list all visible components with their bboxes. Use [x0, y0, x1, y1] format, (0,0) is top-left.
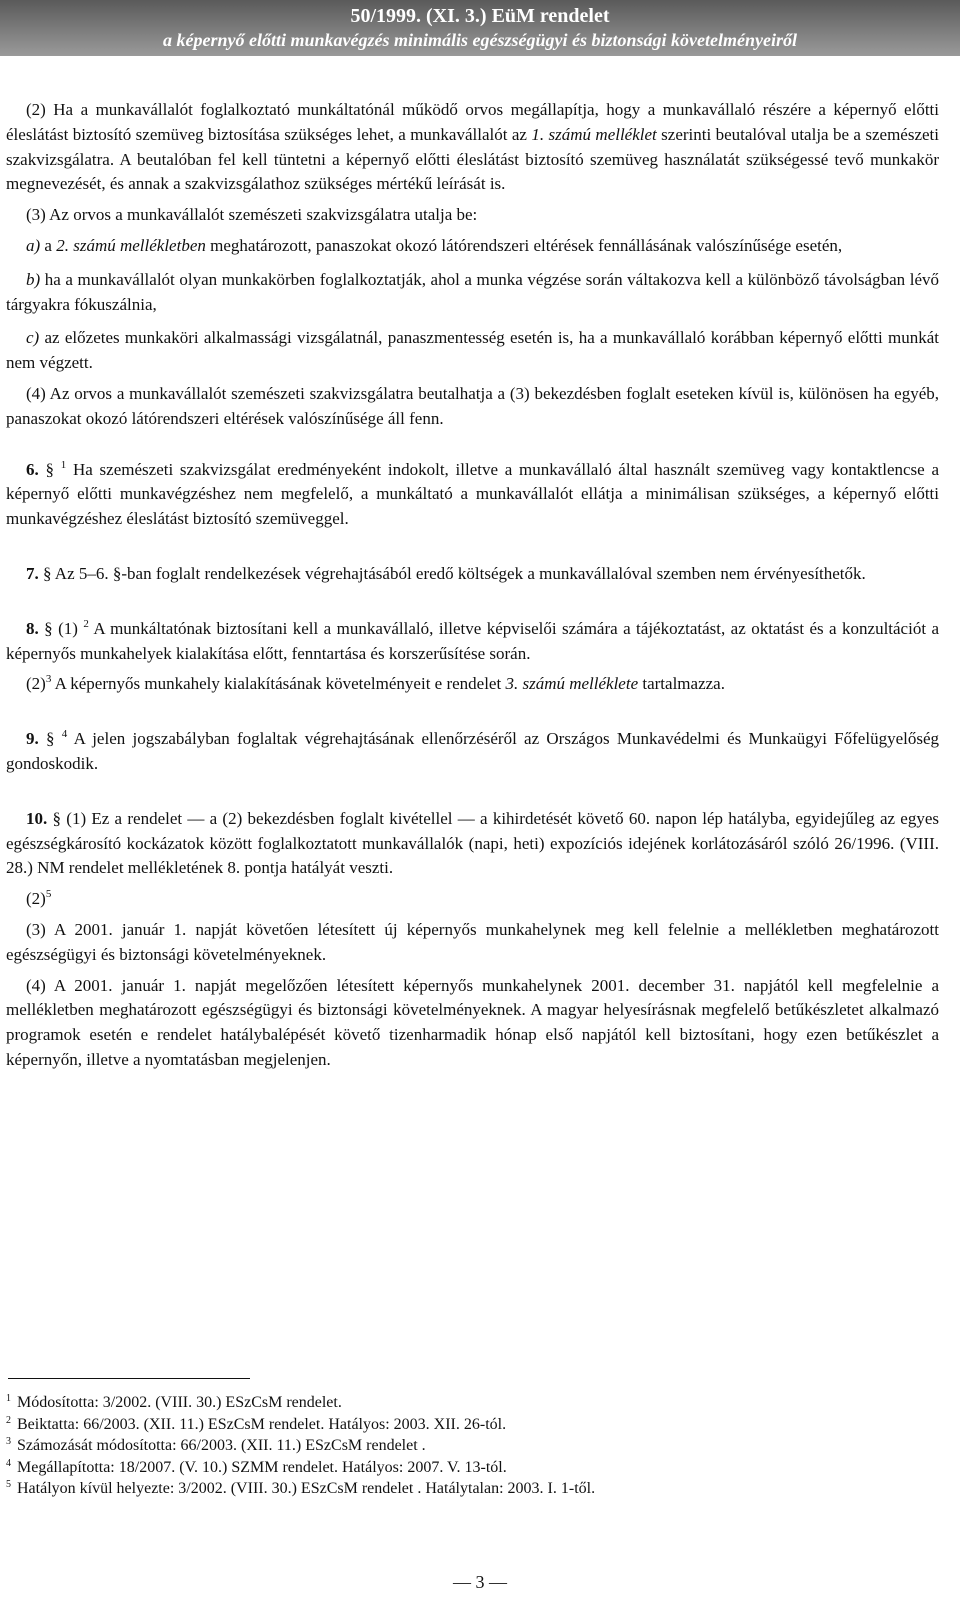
- section-mark: §: [45, 459, 54, 479]
- section-number: 6.: [26, 459, 39, 479]
- header-subtitle: a képernyő előtti munkavégzés minimális egészségügyi és biztonsági követelményeiről: [163, 30, 797, 50]
- footnote: $^2$ Beiktatta: 66/2003. (XII. 11.) ESzCsM rendelet. Hatályos: 2003. XII. 26-tól.: [6, 1414, 507, 1433]
- document-body: [6, 98, 939, 1073]
- section-mark: §: [46, 729, 55, 749]
- section-number: 7.: [26, 563, 39, 583]
- section-8-paragraph-1: 8. § (1) $^2$ A munkáltatónak biztosítani kell a munkavállaló, illetve képviselői számára a tájékoztatást, az oktatást és a konzultációt a képernyős munkahelyek kialakítása előtt, fenntartása és korszerűsítése során.: [6, 617, 940, 663]
- header-title: 50/1999. (XI. 3.) EüM rendelet: [350, 5, 610, 27]
- section-8-paragraph-2: $(2)^3$ A képernyős munkahely kialakításának követelményeit e rendelet 3. számú melléklete tartalmazza.: [26, 673, 725, 694]
- page-number: — 3 —: [453, 1572, 507, 1592]
- annex-2-reference: 2. számú mellékletben: [56, 235, 206, 255]
- section-6: 6. § $^1$ Ha szemészeti szakvizsgálat eredményeként indokolt, illetve a munkavállaló által használt szemüveg vagy kontaktlencse a képernyő előtti munkavégzéshez nem megfelelő, a munkáltató a munkavállalót ellátja a minimálisan szükséges, a képernyő előtti munkavégzéshez éleslátást biztosító szemüveggel.: [6, 458, 940, 529]
- section-10-paragraph-4: (4) A 2001. január 1. napját megelőzően létesített képernyős munkahelynek 2001. december 31. napjától kell megfelelnie a mellékletben meghatározott egészségügyi és biztonsági követelményeknek. A magyar helyesírásnak megfelelő betűkészletet alkalmazó programok esetén e rendelet hatálybalépését követő tizenharmadik hónap első napjától kell biztosítani, hogy ezen betűkészlet a képernyőn, illetve a nyomtatásban megjelenjen.: [6, 975, 939, 1069]
- section-10-paragraph-2: $(2)^5$: [26, 888, 52, 909]
- section-number: 10.: [26, 808, 48, 828]
- section-10-paragraph-1: 10. § (1) Ez a rendelet — a (2) bekezdésben foglalt kivétellel — a kihirdetését követő 60. napon lép hatályba, egyidejűleg az egyes egészségkárosító kockázatok között foglalkoztatott munkavállalók (napi, heti) expozíciós idejének korlátozásáról szóló 26/1996. (VIII. 28.) NM rendelet mellékletének 8. pontja hatályát veszti.: [6, 808, 940, 878]
- footnote-ref: 4: [61, 728, 68, 741]
- section-10-paragraph-3: (3) A 2001. január 1. napját követően létesített új képernyős munkahelynek meg kell felelnie a mellékletben meghatározott egészségügyi és biztonsági követelményeknek.: [6, 919, 939, 964]
- s5-paragraph-4: (4) Az orvos a munkavállalót szemészeti szakvizsgálatra beutalhatja a (3) bekezdésben foglalt eseteken kívül is, különösen ha egyéb, panaszokat okozó látórendszeri eltérések valószínűsége áll fenn.: [6, 383, 939, 428]
- footnote: $^4$ Megállapította: 18/2007. (V. 10.) SZMM rendelet. Hatályos: 2007. V. 13-tól.: [6, 1457, 507, 1476]
- footnote-ref: 3: [45, 673, 52, 686]
- footnote: $^1$ Módosította: 3/2002. (VIII. 30.) ESzCsM rendelet.: [6, 1393, 342, 1411]
- footnote: $^5$ Hatályon kívül helyezte: 3/2002. (VIII. 30.) ESzCsM rendelet . Hatálytalan: 2003. I. 1-től.: [6, 1479, 596, 1497]
- section-number: 8.: [26, 618, 39, 638]
- s5-point-c: c) az előzetes munkaköri alkalmassági vizsgálatnál, panaszmentesség esetén is, ha a munkavállaló korábban képernyő előtti munkát nem végzett.: [6, 328, 939, 373]
- annex-3-reference: 3. számú melléklete: [505, 674, 639, 694]
- footnote-ref: 5: [45, 888, 52, 901]
- section-mark: §: [43, 563, 52, 583]
- s5-paragraph-2: (2) Ha a munkavállalót foglalkoztató munkáltatónál működő orvos megállapítja, hogy a munkavállaló részére a képernyő előtti éleslátást biztosító szemüveg biztosítása szükséges lehet, a munkavállalót az 1. számú melléklet szerinti beutalóval utalja be a szemészeti szakvizsgálatra. A beutalóban fel kell tüntetni a képernyő előtti éleslátást biztosító szemüveg használatát szükségessé tevő munkakör megnevezését, és annak a szakvizsgálathoz szükséges mértékű leírását is.: [6, 100, 940, 194]
- section-number: 9.: [26, 729, 39, 749]
- s5-point-a: a) a 2. számú mellékletben meghatározott, panaszokat okozó látórendszeri eltérések fennállásának valószínűsége esetén,: [26, 235, 843, 255]
- footnote-ref: 2: [83, 617, 89, 630]
- footnote-ref: 1: [60, 458, 67, 471]
- section-9: 9. § $^4$ A jelen jogszabályban foglaltak végrehajtásának ellenőrzéséről az Országos Munkavédelmi és Munkaügyi Főfelügyelőség gondoskodik.: [6, 728, 939, 773]
- footnote-divider: [8, 1378, 250, 1379]
- footnote: $^3$ Számozását módosította: 66/2003. (XII. 11.) ESzCsM rendelet .: [6, 1436, 426, 1454]
- section-mark: §: [52, 808, 62, 828]
- section-7: 7. § Az 5–6. §-ban foglalt rendelkezések végrehajtásából eredő költségek a munkavállalóval szemben nem érvényesíthetők.: [26, 563, 866, 583]
- document-header: [0, 0, 960, 56]
- s5-paragraph-3: (3) Az orvos a munkavállalót szemészeti szakvizsgálatra utalja be:: [26, 205, 478, 225]
- footnotes: [6, 1392, 906, 1500]
- s5-point-b: b) ha a munkavállalót olyan munkakörben foglalkoztatják, ahol a munka végzése során váltakozva kell a különböző távolságban lévő tárgyakra fókuszálnia,: [6, 269, 939, 314]
- section-mark: §: [44, 618, 53, 638]
- annex-1-reference: 1. számú melléklet: [531, 124, 657, 144]
